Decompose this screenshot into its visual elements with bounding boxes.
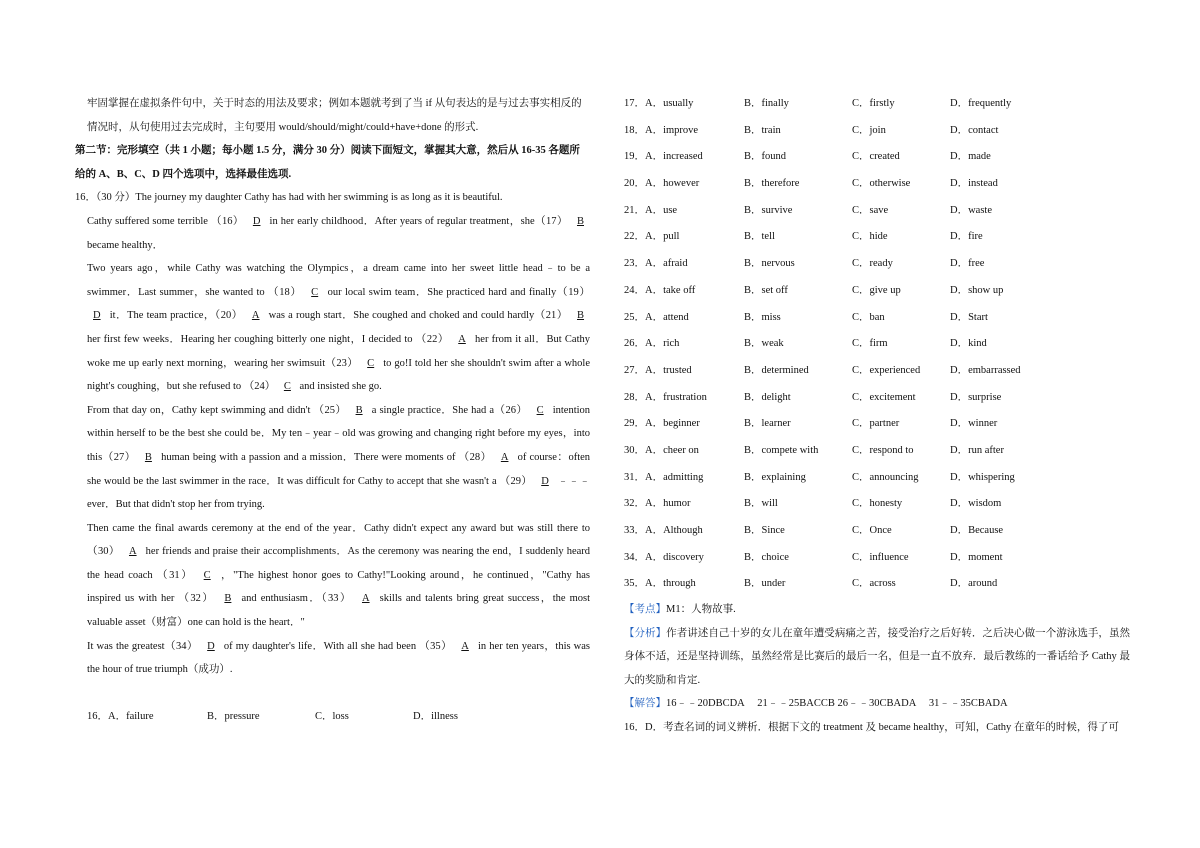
option-row xyxy=(624,198,1130,225)
option-c: C．join xyxy=(852,124,886,136)
text: became healthy． xyxy=(87,239,164,251)
option-c: C．otherwise xyxy=(852,178,911,190)
paragraph-5 xyxy=(87,635,590,682)
option-a: 34．A．discovery xyxy=(624,551,704,563)
option-c: C．announcing xyxy=(852,471,919,483)
text: ﹣﹣﹣ever．But that didn't stop her from trying. xyxy=(87,475,591,511)
option-row xyxy=(624,278,1130,305)
text: and insisted she go. xyxy=(299,381,382,393)
option-a: 26．A．rich xyxy=(624,338,680,350)
option-row xyxy=(624,491,1130,518)
option-b: B．set off xyxy=(744,284,788,296)
jieda-text: 16﹣﹣20DBCDA 21﹣﹣25BACCB 26﹣﹣30CBADA 31﹣﹣35CBADA xyxy=(666,698,1008,710)
option-d: D．surprise xyxy=(950,391,1002,403)
option-a: 19．A．increased xyxy=(624,151,703,163)
option-c: C．across xyxy=(852,578,896,590)
blank-34-answer: D xyxy=(207,640,215,652)
option-a: 32．A．humor xyxy=(624,498,691,510)
option-d: D．fire xyxy=(950,231,983,243)
option-d: D．Because xyxy=(950,525,1004,536)
text: and enthusiasm．（33） xyxy=(241,593,352,605)
text: Cathy suffered some terrible （16） xyxy=(87,215,244,227)
option-b: B．therefore xyxy=(744,178,800,190)
option-a: 27．A．trusted xyxy=(624,364,692,376)
option-a: 31．A．admitting xyxy=(624,471,704,483)
option-b: B．under xyxy=(744,578,786,590)
section-heading-line-1: 第二节：完形填空（共 1 小题；每小题 1.5 分，满分 30 分）阅读下面短文，掌握其大意，然后从 16-35 各题所 xyxy=(75,145,580,157)
option-c: C．firstly xyxy=(852,98,895,109)
text: her friends and praise their accomplishments．As the ceremony was nearing the end，I suddenly heard the head coach （31） xyxy=(87,546,591,581)
option-c: C．partner xyxy=(852,418,900,430)
section-heading-line-2: 给的 A、B、C、D 四个选项中，选择最佳选项. xyxy=(75,168,292,180)
option-d: D．waste xyxy=(950,204,992,216)
option-a: 30．A．cheer on xyxy=(624,444,699,456)
option-a: 29．A．beginner xyxy=(624,418,700,430)
blank-26-answer: C xyxy=(536,404,544,416)
option-c: C．honesty xyxy=(852,498,903,510)
option-a: 21．A．use xyxy=(624,204,678,216)
option-a: 23．A．afraid xyxy=(624,258,688,270)
text: skills and talents bring great success，the most valuable asset（财富）one can hold is the heart．" xyxy=(87,593,591,629)
option-row xyxy=(624,438,1130,465)
blank-22-answer: A xyxy=(458,333,466,345)
blank-32-answer: B xyxy=(224,593,232,605)
blank-19-answer: D xyxy=(93,310,101,322)
text: in her early childhood．After years of regular treatment，she（17） xyxy=(269,215,568,227)
option-row xyxy=(624,251,1130,278)
text: her from it all．But Cathy woke me up early next morning，wearing her swimsuit（23） xyxy=(87,333,590,369)
option-d: D．instead xyxy=(950,178,998,190)
option-c: C．ban xyxy=(852,311,885,323)
jieda-tag: 【解答】 xyxy=(624,698,666,710)
option-row xyxy=(624,358,1130,385)
options-list xyxy=(624,91,1130,598)
text: was a rough start．She coughed and choked and could hardly（21） xyxy=(268,310,568,322)
option-d: D．embarrassed xyxy=(950,364,1021,376)
option-d: D．wisdom xyxy=(950,498,1002,510)
option-c: C．created xyxy=(852,151,900,163)
option-b: B．weak xyxy=(744,338,784,350)
text: in her ten years，this was the hour of true triumph（成功）. xyxy=(87,640,591,676)
text: From that day on，Cathy kept swimming and didn't （25） xyxy=(87,404,347,416)
text: It was the greatest（34） xyxy=(87,640,199,652)
question-16-options xyxy=(87,705,590,729)
option-a: 28．A．frustration xyxy=(624,391,707,403)
option-16-d: D．illness xyxy=(413,710,458,722)
paragraph-3 xyxy=(87,399,590,517)
option-d: D．around xyxy=(950,578,998,590)
intro-line-1: 牢固掌握在虚拟条件句中，关于时态的用法及要求；例如本题就考到了当 if 从句表达的是与过去事实相反的 xyxy=(87,98,582,109)
option-b: B．learner xyxy=(744,418,791,430)
option-a: 35．A．through xyxy=(624,578,696,590)
option-d: D．run after xyxy=(950,444,1004,456)
option-b: B．nervous xyxy=(744,258,795,270)
option-c: C．ready xyxy=(852,258,893,270)
text: it．The team practice，（20） xyxy=(109,310,243,322)
text: of my daughter's life．With all she had been （35） xyxy=(223,640,453,652)
text: our local swim team．She practiced hard and finally（19） xyxy=(327,286,591,298)
option-c: C．save xyxy=(852,204,889,216)
blank-24-answer: C xyxy=(283,381,291,393)
text: human being with a passion and a mission．There were moments of （28） xyxy=(161,451,492,463)
blank-21-answer: B xyxy=(577,310,585,322)
option-d: D．moment xyxy=(950,551,1003,563)
option-b: B．Since xyxy=(744,525,785,536)
blank-18-answer: C xyxy=(311,286,319,298)
fenxi-text: 作者讲述自己十岁的女儿在童年遭受病痛之苦，接受治疗之后好转．之后决心做一个游泳选手，虽然身体不适，还是坚持训练，虽然经常是比赛后的最后一名，但是一直不放弃．最后教练的一番话给予 Cathy 最大的奖励和肯定. xyxy=(624,627,1130,686)
option-a: 25．A．attend xyxy=(624,311,689,323)
option-b: B．survive xyxy=(744,204,793,216)
text: a single practice．She had a（26） xyxy=(371,404,528,416)
option-b: B．will xyxy=(744,498,778,510)
option-row xyxy=(624,545,1130,572)
text: Then came the final awards ceremony at the end of the year．Cathy didn't expect any award but was still there to （30） xyxy=(87,522,590,558)
kaodian-tag: 【考点】 xyxy=(624,604,666,616)
option-row xyxy=(624,305,1130,332)
option-d: D．contact xyxy=(950,124,999,136)
text: ，"The highest honor goes to Cathy!"Looking around，he continued，"Cathy has inspired us with her （32） xyxy=(87,569,591,605)
option-row xyxy=(624,571,1130,598)
blank-33-answer: A xyxy=(361,593,370,605)
option-d: D．show up xyxy=(950,284,1004,296)
blank-16-answer: D xyxy=(252,215,261,227)
explanation-16: 16．D．考查名词的词义辨析．根据下文的 treatment 及 became healthy，可知，Cathy 在童年的时候，得了可 xyxy=(624,722,1119,734)
option-16-a: 16．A．failure xyxy=(87,710,154,722)
blank-30-answer: A xyxy=(128,546,137,558)
left-column xyxy=(75,92,591,728)
blank-27-answer: B xyxy=(144,451,152,463)
option-16-b: B．pressure xyxy=(207,710,260,722)
option-row xyxy=(624,144,1130,171)
text: her first few weeks．Hearing her coughing bitterly one night，I decided to （22） xyxy=(87,333,450,345)
paragraph-1 xyxy=(87,210,590,257)
option-c: C．give up xyxy=(852,284,901,296)
option-c: C．influence xyxy=(852,551,909,563)
answer-key-line xyxy=(624,692,1130,716)
option-row xyxy=(624,118,1130,145)
option-b: B．finally xyxy=(744,98,789,109)
text: intention within herself to be the best she could be．My ten﹣year﹣old was growing and changing right before my eyes，into this（27） xyxy=(87,404,591,463)
text: Two years ago，while Cathy was watching the Olympics，a dream came into her sweet little head﹣to be a swimmer．Last summer，she wanted to （18） xyxy=(87,263,590,298)
option-d: D．kind xyxy=(950,338,987,350)
option-b: B．delight xyxy=(744,391,791,403)
text: to go!I told her she shouldn't swim after a whole night's coughing，but she refused to （24） xyxy=(87,357,590,393)
question-16-intro: 16．（30 分）The journey my daughter Cathy has had with her swimming is as long as it is beautiful. xyxy=(75,192,503,204)
option-c: C．hide xyxy=(852,231,888,243)
blank-17-answer: B xyxy=(576,215,584,227)
blank-29-answer: D xyxy=(541,475,549,487)
option-row xyxy=(624,465,1130,492)
option-row xyxy=(624,385,1130,412)
blank-25-answer: B xyxy=(355,404,363,416)
analysis-paragraph xyxy=(624,622,1130,693)
option-d: D．frequently xyxy=(950,98,1012,109)
blank-23-answer: C xyxy=(367,357,375,369)
text: of course：often she would be the last swimmer in the race．It was difficult for Cathy to accept that she wasn't a （29） xyxy=(87,451,591,487)
option-a: 24．A．take off xyxy=(624,284,696,296)
blank-28-answer: A xyxy=(500,451,509,463)
intro-line-2: 情况时，从句使用过去完成时，主句要用 would/should/might/could+have+done 的形式. xyxy=(87,121,479,133)
option-c: C．excitement xyxy=(852,391,916,403)
option-row xyxy=(624,411,1130,438)
option-b: B．determined xyxy=(744,364,809,376)
option-d: D．made xyxy=(950,151,991,163)
option-d: D．whispering xyxy=(950,471,1015,483)
option-a: 17．A．usually xyxy=(624,98,694,109)
option-d: D．winner xyxy=(950,418,998,430)
option-c: C．firm xyxy=(852,338,888,350)
paragraph-2 xyxy=(87,257,590,399)
option-b: B．train xyxy=(744,124,781,136)
option-a: 18．A．improve xyxy=(624,124,699,136)
option-b: B．miss xyxy=(744,311,781,323)
blank-35-answer: A xyxy=(461,640,469,652)
option-c: C．Once xyxy=(852,525,892,536)
blank-31-answer: C xyxy=(203,569,211,581)
option-b: B．choice xyxy=(744,551,789,563)
option-a: 33．A．Although xyxy=(624,525,703,536)
option-row xyxy=(624,331,1130,358)
option-row xyxy=(624,224,1130,251)
option-16-c: C．loss xyxy=(315,710,349,722)
option-a: 22．A．pull xyxy=(624,231,680,243)
blank-20-answer: A xyxy=(251,310,260,322)
option-b: B．explaining xyxy=(744,471,806,483)
option-row xyxy=(624,91,1130,118)
kaodian-text: M1：人物故事. xyxy=(666,604,736,616)
option-d: D．Start xyxy=(950,311,988,323)
paragraph-4 xyxy=(87,517,590,635)
option-row xyxy=(624,171,1130,198)
kaodian-line xyxy=(624,598,1130,622)
option-b: B．tell xyxy=(744,231,775,243)
option-b: B．found xyxy=(744,151,786,163)
option-d: D．free xyxy=(950,258,985,270)
option-c: C．experienced xyxy=(852,364,921,376)
option-row xyxy=(624,518,1130,545)
option-c: C．respond to xyxy=(852,444,914,456)
option-b: B．compete with xyxy=(744,444,819,456)
option-a: 20．A．however xyxy=(624,178,700,190)
fenxi-tag: 【分析】 xyxy=(624,627,667,639)
right-column xyxy=(624,91,1130,740)
